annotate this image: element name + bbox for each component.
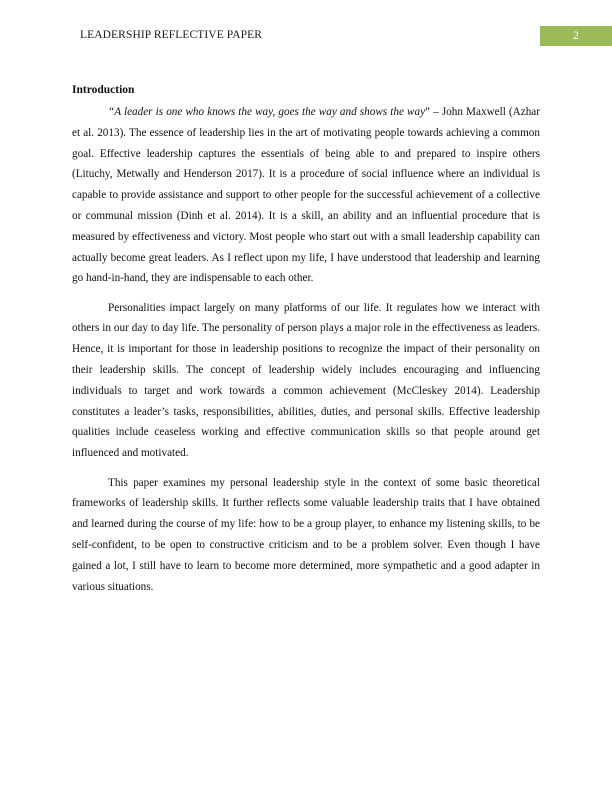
paragraph-personality: Personalities impact largely on many platforms of our life. It regulates how we interact with others in our day to day life. The personality of person plays a major role in the effectiveness as leaders. Hence, it is important for those in leadership positions to recognize the impact of their personality on their leadership skills. The concept of leadership widely includes encouraging and influencing individuals to target and work towards a common achievement (McCleskey 2014). Leadership constitutes a leader’s tasks, responsibilities, abilities, duties, and personal skills. Effective leadership qualities include ceaseless working and effective communication skills so that people around get influenced and motivated. xyxy=(72,301,540,460)
running-header-title: LEADERSHIP REFLECTIVE PAPER xyxy=(80,29,263,41)
paragraph-intro xyxy=(72,102,540,289)
section-heading-introduction: Introduction xyxy=(72,84,135,96)
paragraph-paper-overview: This paper examines my personal leadership style in the context of some basic theoretical frameworks of leadership skills. It further reflects some valuable leadership traits that I have obtained and learned during the course of my life: how to be a group player, to enhance my listening skills, to be self-confident, to be open to constructive criticism and to be a problem solver. Even though I have gained a lot, I still have to learn to become more determined, more sympathetic and a good adapter in various situations. xyxy=(72,476,540,593)
document-body xyxy=(72,80,540,597)
paragraph-intro-text: ” – John Maxwell (Azhar et al. 2013). The essence of leadership lies in the art of motivating people towards achieving a common goal. Effective leadership captures the essentials of being able to and prepared to inspire others (Lituchy, Metwally and Henderson 2017). It is a procedure of social influence where an individual is capable to provide assistance and support to other people for the successful achievement of a collective or communal mission (Dinh et al. 2014). It is a skill, an ability and an influential procedure that is measured by effectiveness and victory. Most people who start out with a small leadership capability can actually become great leaders. As I reflect upon my life, I have understood that leadership and learning go hand-in-hand, they are indispensable to each other. xyxy=(72,106,540,285)
opening-quote: “A leader is one who knows the way, goes the way and shows the way xyxy=(108,106,426,118)
page-number-badge: 2 xyxy=(540,26,612,46)
